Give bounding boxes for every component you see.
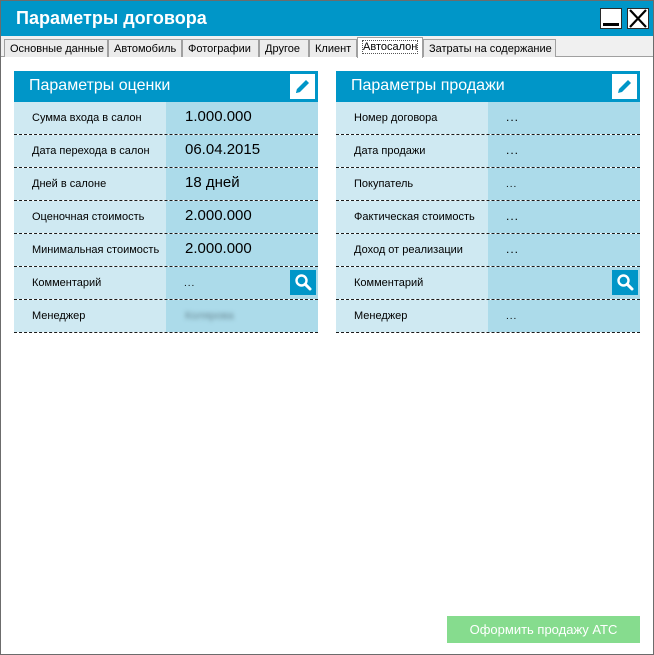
tab-label: Клиент — [315, 43, 352, 55]
pencil-icon — [615, 77, 634, 96]
min-cost-value: 2.000.000 — [166, 234, 318, 266]
evaluation-panel-title: Параметры оценки — [29, 77, 171, 94]
tab-photos[interactable] — [182, 39, 259, 57]
tab-car[interactable] — [108, 39, 182, 57]
days-in-salon-value: 18 дней — [166, 168, 318, 200]
row-label: Менеджер — [336, 300, 488, 332]
evaluation-row-manager — [14, 300, 318, 333]
tab-label: Автомобиль — [114, 43, 177, 55]
tab-other[interactable] — [259, 39, 309, 57]
comment-text: ... — [184, 278, 196, 289]
magnifier-icon — [293, 272, 313, 292]
sale-comment-search-button[interactable] — [612, 270, 638, 295]
title-bar — [1, 1, 653, 36]
evaluation-row-days-in-salon — [14, 168, 318, 201]
sale-row-income — [336, 234, 640, 267]
sale-row-sale-date — [336, 135, 640, 168]
window-title: Параметры договора — [16, 8, 207, 28]
row-label: Номер договора — [336, 102, 488, 134]
income-value: ... — [488, 234, 640, 266]
tab-maintenance-costs[interactable] — [423, 39, 556, 57]
transfer-date-value: 06.04.2015 — [166, 135, 318, 167]
row-label: Дата перехода в салон — [14, 135, 166, 167]
tab-label: Фотографии — [188, 43, 251, 55]
tab-strip — [1, 36, 653, 57]
buyer-value: ... — [488, 168, 640, 200]
evaluation-row-entry-sum — [14, 102, 318, 135]
sale-date-value: ... — [488, 135, 640, 167]
tab-label: Затраты на содержание — [429, 43, 552, 55]
sale-row-buyer — [336, 168, 640, 201]
evaluation-row-estimated-cost — [14, 201, 318, 234]
evaluation-row-comment — [14, 267, 318, 300]
tab-label: Основные данные — [10, 43, 104, 55]
evaluation-panel — [14, 71, 318, 333]
entry-sum-value: 1.000.000 — [166, 102, 318, 134]
evaluation-panel-header — [14, 71, 318, 102]
contract-number-value: ... — [488, 102, 640, 134]
tab-client[interactable] — [309, 39, 357, 57]
row-label: Менеджер — [14, 300, 166, 332]
row-label: Минимальная стоимость — [14, 234, 166, 266]
evaluation-comment-search-button[interactable] — [290, 270, 316, 295]
row-label: Доход от реализации — [336, 234, 488, 266]
sale-row-manager — [336, 300, 640, 333]
register-sale-button[interactable]: Оформить продажу АТС — [447, 616, 640, 643]
sale-row-actual-cost — [336, 201, 640, 234]
row-label: Фактическая стоимость — [336, 201, 488, 233]
sale-row-comment — [336, 267, 640, 300]
estimated-cost-value: 2.000.000 — [166, 201, 318, 233]
sale-row-contract-number — [336, 102, 640, 135]
row-label: Сумма входа в салон — [14, 102, 166, 134]
magnifier-icon — [615, 272, 635, 292]
evaluation-row-transfer-date — [14, 135, 318, 168]
pencil-icon — [293, 77, 312, 96]
tab-main-data[interactable] — [4, 39, 108, 57]
sale-panel-header — [336, 71, 640, 102]
tab-label: Другое — [265, 43, 300, 55]
row-label: Покупатель — [336, 168, 488, 200]
minimize-button[interactable] — [600, 8, 622, 29]
manager-value — [166, 300, 318, 332]
close-button[interactable] — [627, 8, 649, 29]
actual-cost-value: ... — [488, 201, 640, 233]
row-label: Дата продажи — [336, 135, 488, 167]
sale-panel — [336, 71, 640, 333]
row-label: Дней в салоне — [14, 168, 166, 200]
tab-dealership[interactable] — [357, 37, 423, 58]
evaluation-row-min-cost — [14, 234, 318, 267]
manager-name-blurred: Колярова — [185, 310, 234, 322]
evaluation-edit-button[interactable] — [289, 73, 316, 100]
sale-comment-value — [488, 267, 640, 299]
row-label: Оценочная стоимость — [14, 201, 166, 233]
minimize-icon — [603, 23, 619, 26]
close-icon — [628, 9, 648, 28]
row-label: Комментарий — [336, 267, 488, 299]
sale-panel-title: Параметры продажи — [351, 77, 505, 94]
sale-edit-button[interactable] — [611, 73, 638, 100]
row-label: Комментарий — [14, 267, 166, 299]
comment-value — [166, 267, 318, 299]
tab-label: Автосалон — [363, 41, 418, 53]
sale-manager-value: ... — [488, 300, 640, 332]
